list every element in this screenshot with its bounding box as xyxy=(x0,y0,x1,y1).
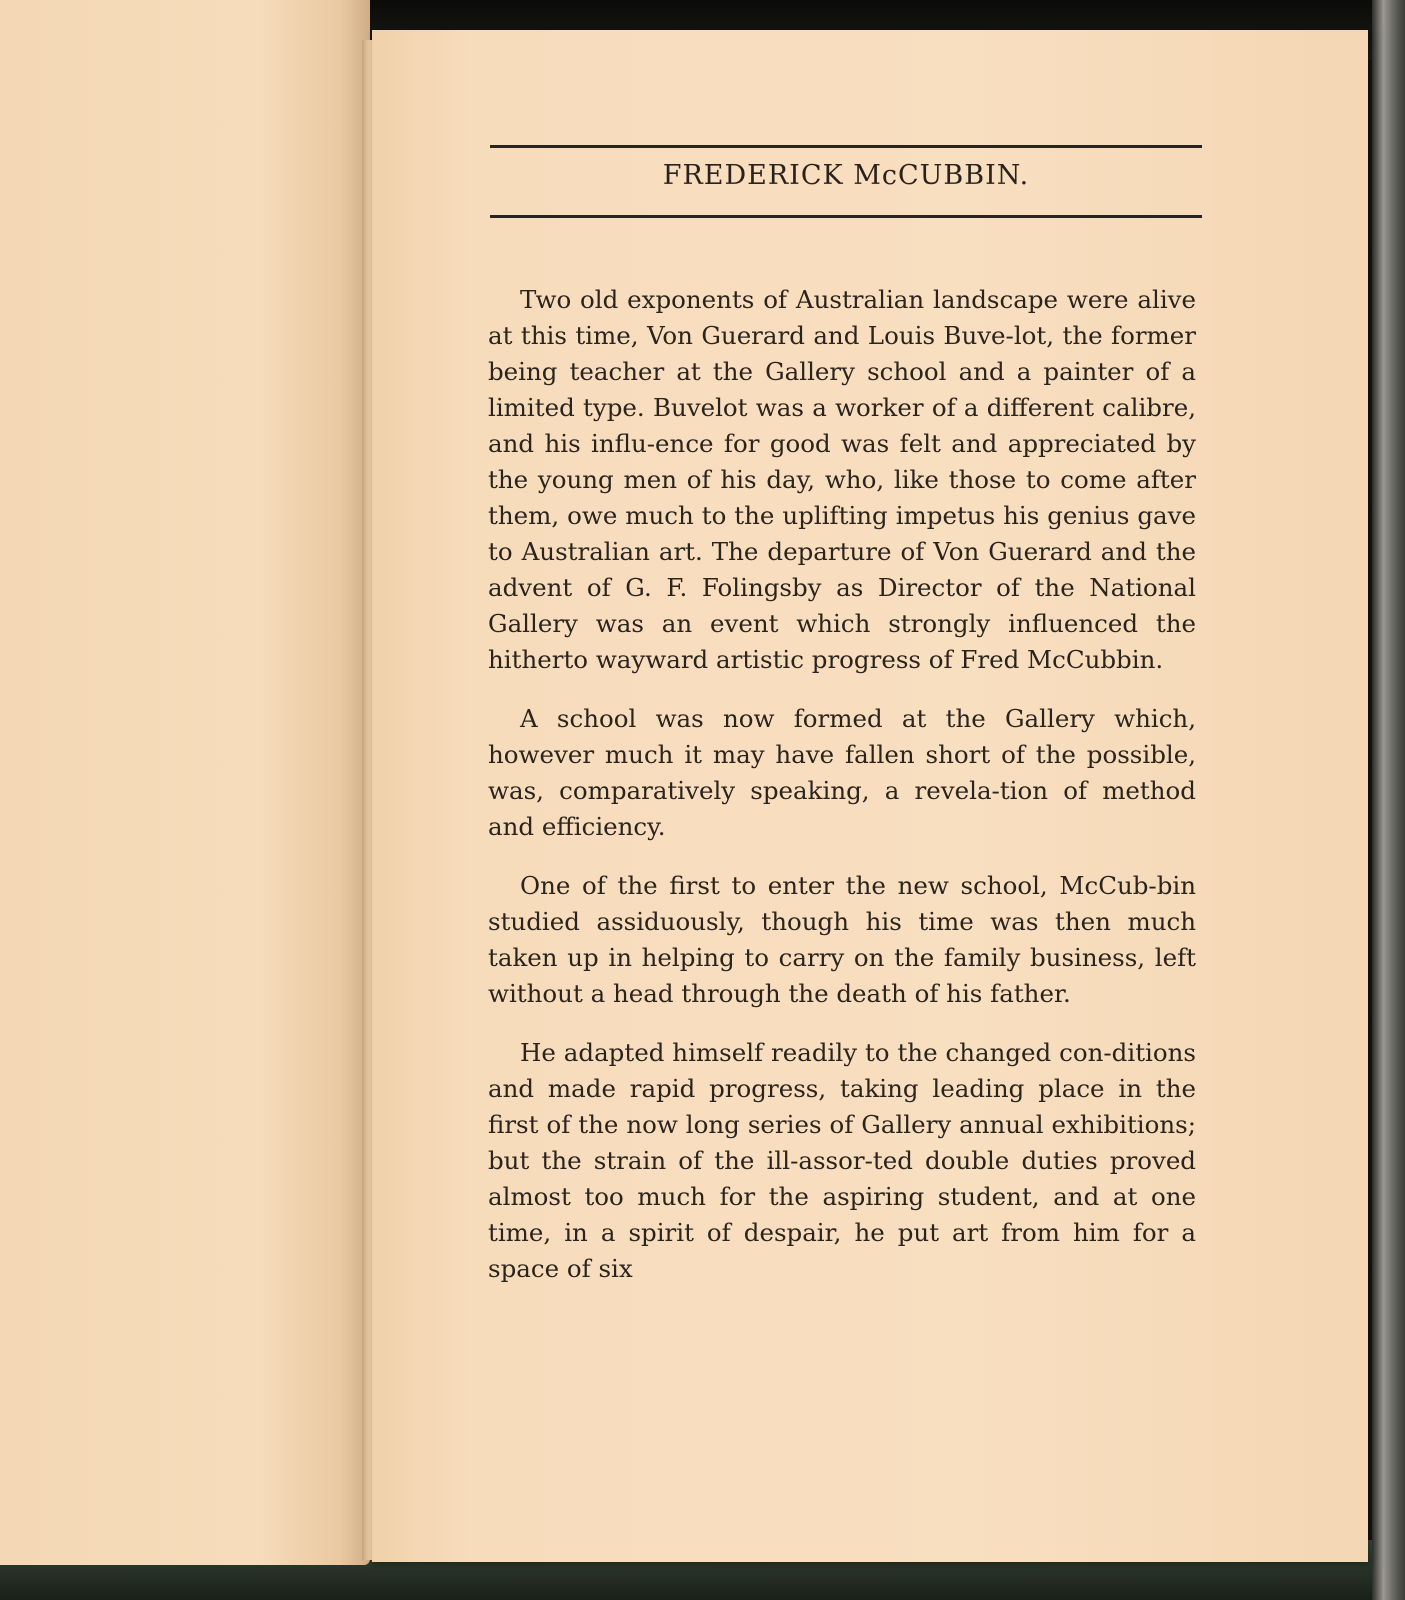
chapter-heading: FREDERICK McCUBBIN. xyxy=(662,160,1030,191)
left-blank-page xyxy=(0,0,370,1565)
paragraph-4: He adapted himself readily to the changed con-ditions and made rapid progress, taking leading place in the first of the now long series of Gallery annual exhibitions; but the strain of the ill-assor-ted double duties proved almost too much for the aspiring student, and at one time, in a spirit of despair, he put art from him for a space of six xyxy=(488,1038,1196,1283)
heading-rule-bottom xyxy=(490,215,1202,218)
right-page xyxy=(372,30,1368,1562)
paragraph-1: Two old exponents of Australian landscape were alive at this time, Von Guerard and Louis Buve-lot, the former being teacher at the Gallery school and a painter of a limited type. Buvelot was a worker of a different calibre, and his influ-ence for good was felt and appreciated by the young men of his day, who, like those to come after them, owe much to the uplifting impetus his genius gave to Australian art. The departure of Von Guerard and the advent of G. F. Folingsby as Director of the National Gallery was an event which strongly influenced the hitherto wayward artistic progress of Fred McCubbin. xyxy=(488,285,1196,674)
paragraph-3: One of the first to enter the new school, McCub-bin studied assiduously, though his time was then much taken up in helping to carry on the family business, left without a head through the death of his father. xyxy=(488,871,1196,1008)
book-edge-right xyxy=(1372,0,1405,1600)
body-text xyxy=(488,282,1196,1287)
heading-rule-top xyxy=(490,145,1202,148)
paragraph-2: A school was now formed at the Gallery which, however much it may have fallen short of the possible, was, comparatively speaking, a revela-tion of method and efficiency. xyxy=(488,704,1196,841)
